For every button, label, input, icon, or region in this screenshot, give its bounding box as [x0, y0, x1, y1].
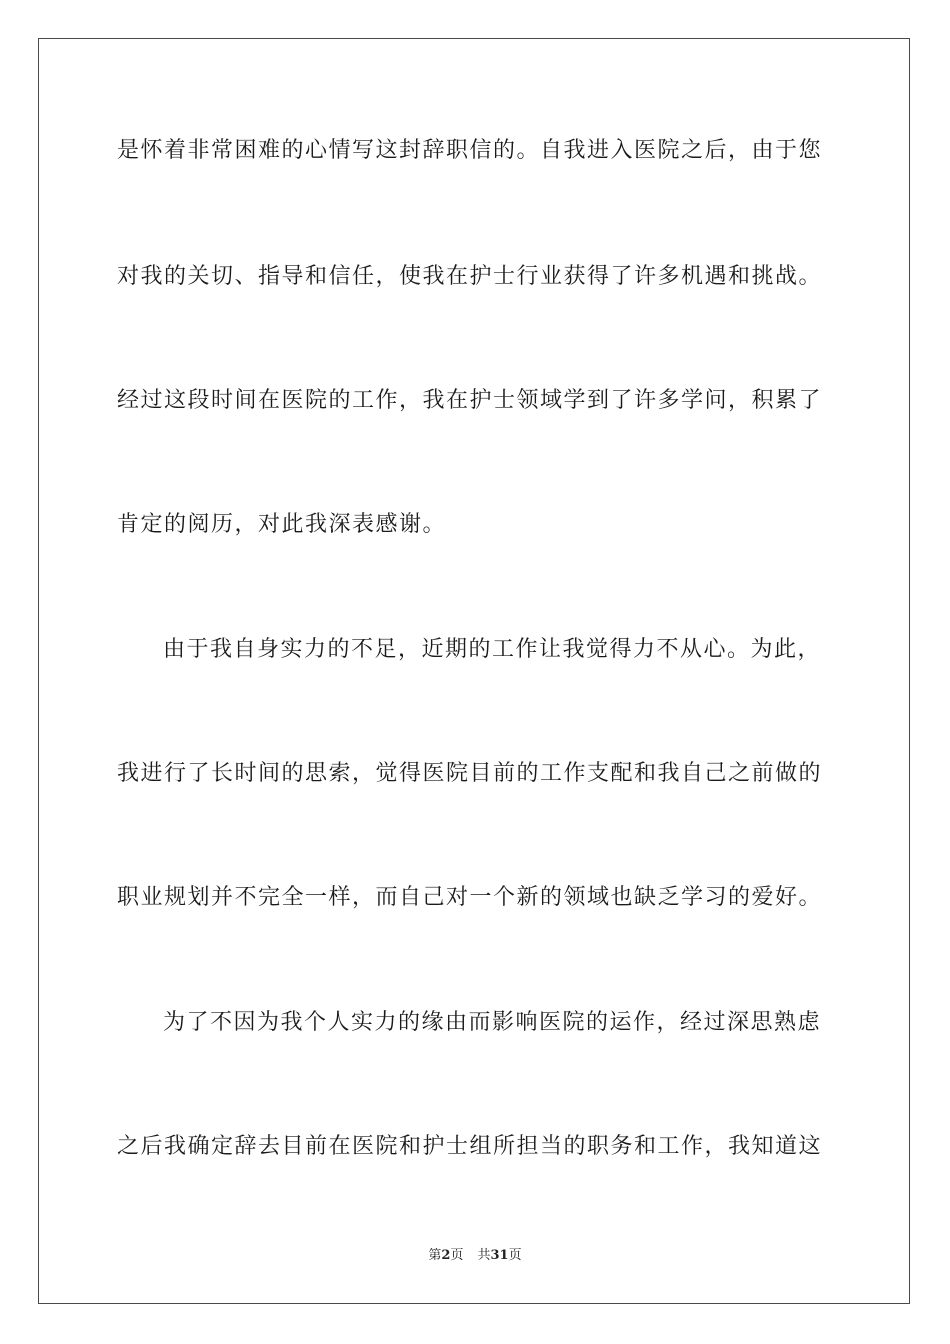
- paragraph-first-line: 由于我自身实力的不足，近期的工作让我觉得力不从心。为此，: [163, 637, 822, 662]
- text-line: 经过这段时间在医院的工作，我在护士领域学到了许多学问，积累了: [117, 388, 823, 413]
- total-prefix: 共: [477, 1248, 491, 1263]
- text-line: 职业规划并不完全一样，而自己对一个新的领域也缺乏学习的爱好。: [117, 885, 823, 910]
- page-footer: [0, 1247, 950, 1265]
- text-line: 之后我确定辞去目前在医院和护士组所担当的职务和工作，我知道这: [117, 1134, 823, 1159]
- page-border: [38, 38, 910, 1304]
- text-line: 肯定的阅历，对此我深表感谢。: [117, 512, 447, 537]
- text-line: 我进行了长时间的思索，觉得医院目前的工作支配和我自己之前做的: [117, 761, 823, 786]
- paragraph-first-line: 为了不因为我个人实力的缘由而影响医院的运作，经过深思熟虑: [163, 1010, 822, 1035]
- text-line: 对我的关切、指导和信任，使我在护士行业获得了许多机遇和挑战。: [117, 264, 823, 289]
- text-line: 是怀着非常困难的心情写这封辞职信的。自我进入医院之后，由于您: [117, 138, 823, 163]
- total-pages: 31: [490, 1248, 509, 1263]
- total-suffix: 页: [508, 1248, 522, 1263]
- page-prefix: 第: [428, 1248, 442, 1263]
- page-number: 2: [441, 1248, 451, 1263]
- page-suffix: 页: [450, 1248, 464, 1263]
